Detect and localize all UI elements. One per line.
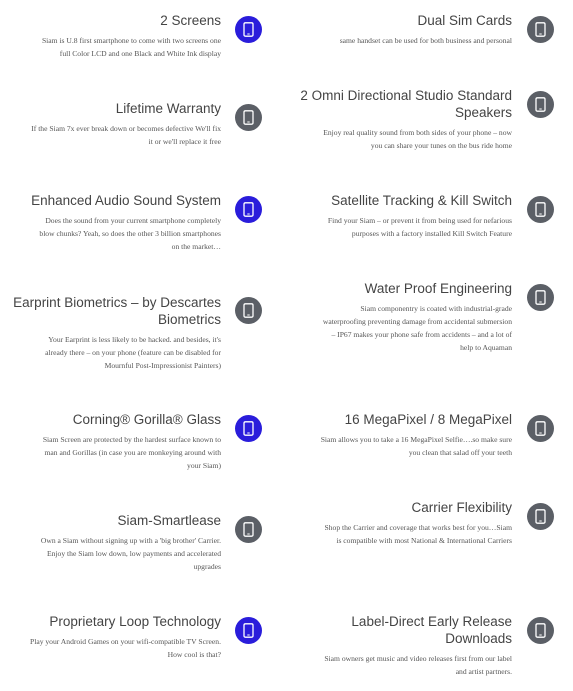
feature-title: Lifetime Warranty <box>115 101 221 116</box>
feature-megapixel <box>290 411 556 471</box>
feature-earprint-biometrics <box>0 294 263 384</box>
feature-description: Does the sound from your current smartphone completely blow chunks? Yeah, so does the other 3 billion smartphones on the market… <box>39 216 221 251</box>
feature-title: Siam-Smartlease <box>117 513 221 528</box>
feature-title: Earprint Biometrics – by Descartes Biometrics <box>13 295 221 327</box>
smartphone-icon <box>235 297 262 324</box>
feature-title: Water Proof Engineering <box>364 281 512 296</box>
feature-title: Enhanced Audio Sound System <box>31 193 221 208</box>
feature-title: 2 Screens <box>160 13 221 28</box>
feature-satellite-tracking <box>290 192 556 252</box>
feature-description: Siam Screen are protected by the hardest surface known to man and Gorillas (in case you are monkeying around with your Siam) <box>42 435 221 470</box>
feature-enhanced-audio <box>0 192 263 262</box>
smartphone-icon <box>235 104 262 131</box>
feature-description: Siam allows you to take a 16 MegaPixel Selfie….so make sure you clean that salad off your teeth <box>320 435 512 457</box>
feature-description: Find your Siam – or prevent it from being used for nefarious purposes with a factory installed Kill Switch Feature <box>327 216 512 238</box>
feature-loop-technology <box>0 613 263 673</box>
feature-description: If the Siam 7x ever break down or becomes defective We'll fix it or we'll replace it free <box>31 124 221 146</box>
feature-description: Shop the Carrier and coverage that works best for you…Siam is compatible with most National & International Carriers <box>324 523 512 545</box>
feature-lifetime-warranty <box>0 100 263 160</box>
smartphone-icon <box>235 16 262 43</box>
smartphone-icon <box>527 196 554 223</box>
feature-gorilla-glass <box>0 411 263 481</box>
feature-description: Own a Siam without signing up with a 'big brother' Carrier. Enjoy the Siam low down, low payments and accelerated upgrades <box>40 536 221 571</box>
feature-title: Dual Sim Cards <box>417 13 512 28</box>
feature-title: 2 Omni Directional Studio Standard Speakers <box>300 88 512 120</box>
smartphone-icon <box>527 503 554 530</box>
smartphone-icon <box>235 196 262 223</box>
feature-water-proof <box>290 280 556 360</box>
smartphone-icon <box>527 415 554 442</box>
feature-description: Siam componentry is coated with industrial-grade waterproofing preventing damage from accidental submersion – IP67 makes your phone safe from accidents – and a lot of help to Aquaman <box>322 304 512 352</box>
feature-title: Label-Direct Early Release Downloads <box>351 614 512 646</box>
feature-dual-sim <box>290 12 556 57</box>
feature-description: Siam is U.8 first smartphone to come with two screens one full Color LCD and one Black and White Ink display <box>41 36 221 58</box>
smartphone-icon <box>235 415 262 442</box>
feature-title: 16 MegaPixel / 8 MegaPixel <box>344 412 512 427</box>
feature-label-direct <box>290 613 556 676</box>
smartphone-icon <box>235 617 262 644</box>
smartphone-icon <box>527 617 554 644</box>
feature-description: Play your Android Games on your wifi-compatible TV Screen. How cool is that? <box>29 637 221 659</box>
feature-carrier-flexibility <box>290 499 556 559</box>
feature-description: Enjoy real quality sound from both sides of your phone – now you can share your tunes on the bus ride home <box>323 128 512 150</box>
feature-title: Corning® Gorilla® Glass <box>72 412 221 427</box>
feature-title: Carrier Flexibility <box>411 500 512 515</box>
feature-description: Siam owners get music and video releases first from our label and artist partners. <box>324 654 512 676</box>
smartphone-icon <box>527 91 554 118</box>
feature-siam-smartlease <box>0 512 263 582</box>
feature-description: Your Earprint is less likely to be hacked. and besides, it's already there – on your phone (feature can be disabled for Mournful Post-Impressionist Painters) <box>45 335 221 370</box>
feature-2-screens <box>0 12 263 72</box>
smartphone-icon <box>235 516 262 543</box>
feature-title: Satellite Tracking & Kill Switch <box>331 193 512 208</box>
smartphone-icon <box>527 284 554 311</box>
feature-title: Proprietary Loop Technology <box>49 614 221 629</box>
smartphone-icon <box>527 16 554 43</box>
feature-description: same handset can be used for both business and personal <box>339 36 512 45</box>
feature-omni-speakers <box>290 87 556 162</box>
